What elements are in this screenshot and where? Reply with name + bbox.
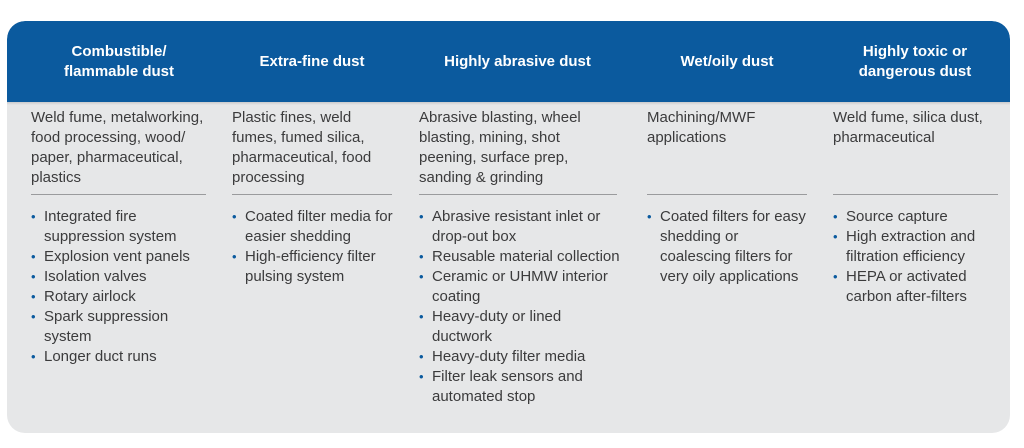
bullet-icon: • (31, 289, 36, 304)
features-list-wet-oily (647, 207, 812, 287)
list-item: • High extraction and filtration efficiency (833, 228, 976, 265)
column-heading-abrasive (410, 21, 625, 102)
bullet-icon: • (419, 369, 424, 384)
list-item: • Explosion vent panels (31, 248, 190, 265)
column-divider (419, 194, 617, 195)
heading-line: Extra-fine dust (259, 52, 365, 70)
bullet-icon: • (833, 229, 838, 244)
features-list-toxic (833, 207, 1001, 307)
heading-line: dangerous dust (858, 62, 972, 80)
heading-line: Highly abrasive dust (444, 52, 591, 70)
applications-combustible: Weld fume, metalworking, food processing, wood/ paper, pharmaceutical, plastics (31, 109, 204, 186)
column-divider (647, 194, 807, 195)
dust-comparison-table (7, 21, 1010, 433)
heading-line: flammable dust (63, 62, 175, 80)
column-heading-combustible (19, 21, 219, 102)
column-divider (31, 194, 206, 195)
heading-line: Combustible/ (71, 42, 167, 60)
list-item: • Rotary airlock (31, 288, 136, 305)
list-item: • Coated filter media for easier shedding (232, 208, 393, 245)
list-item: • Spark suppression system (31, 308, 169, 345)
column-heading-extra-fine (222, 21, 402, 102)
heading-line: Wet/oily dust (680, 52, 774, 70)
list-item: • Reusable material collection (419, 248, 620, 265)
bullet-icon: • (31, 249, 36, 264)
table-header (7, 21, 1010, 102)
features-list-abrasive (419, 207, 625, 407)
list-item: • Filter leak sensors and automated stop (419, 368, 583, 405)
column-divider (232, 194, 392, 195)
bullet-icon: • (647, 209, 652, 224)
applications-extra-fine: Plastic fines, weld fumes, fumed silica, pharmaceutical, food processing (232, 109, 372, 186)
bullet-icon: • (419, 249, 424, 264)
list-item: • Isolation valves (31, 268, 147, 285)
list-item: • Source capture (833, 208, 948, 225)
bullet-icon: • (31, 269, 36, 284)
heading-line: Highly toxic or (862, 42, 968, 60)
list-item: • Ceramic or UHMW interior coating (419, 268, 608, 305)
features-list-combustible (31, 207, 216, 367)
applications-abrasive: Abrasive blasting, wheel blasting, mining, shot peening, surface prep, sanding & grinding (419, 109, 581, 186)
applications-wet-oily: Machining/MWF applications (647, 109, 756, 146)
column-divider (833, 194, 998, 195)
list-item: • Heavy-duty or lined ductwork (419, 308, 562, 345)
bullet-icon: • (419, 269, 424, 284)
list-item: • High-efficiency filter pulsing system (232, 248, 376, 285)
bullet-icon: • (419, 349, 424, 364)
bullet-icon: • (31, 309, 36, 324)
bullet-icon: • (419, 309, 424, 324)
bullet-icon: • (31, 349, 36, 364)
bullet-icon: • (833, 269, 838, 284)
list-item: • HEPA or activated carbon after-filters (833, 268, 967, 305)
applications-toxic: Weld fume, silica dust, pharmaceutical (833, 109, 983, 146)
list-item: • Coated filters for easy shedding or coalescing filters for very oily applications (647, 208, 806, 285)
bullet-icon: • (232, 249, 237, 264)
list-item: • Integrated fire suppression system (31, 208, 177, 245)
list-item: • Abrasive resistant inlet or drop-out box (419, 208, 601, 245)
bullet-icon: • (419, 209, 424, 224)
features-list-extra-fine (232, 207, 397, 287)
list-item: • Heavy-duty filter media (419, 348, 586, 365)
bullet-icon: • (833, 209, 838, 224)
list-item: • Longer duct runs (31, 348, 157, 365)
column-heading-toxic (825, 21, 1005, 102)
bullet-icon: • (232, 209, 237, 224)
column-heading-wet-oily (637, 21, 817, 102)
bullet-icon: • (31, 209, 36, 224)
